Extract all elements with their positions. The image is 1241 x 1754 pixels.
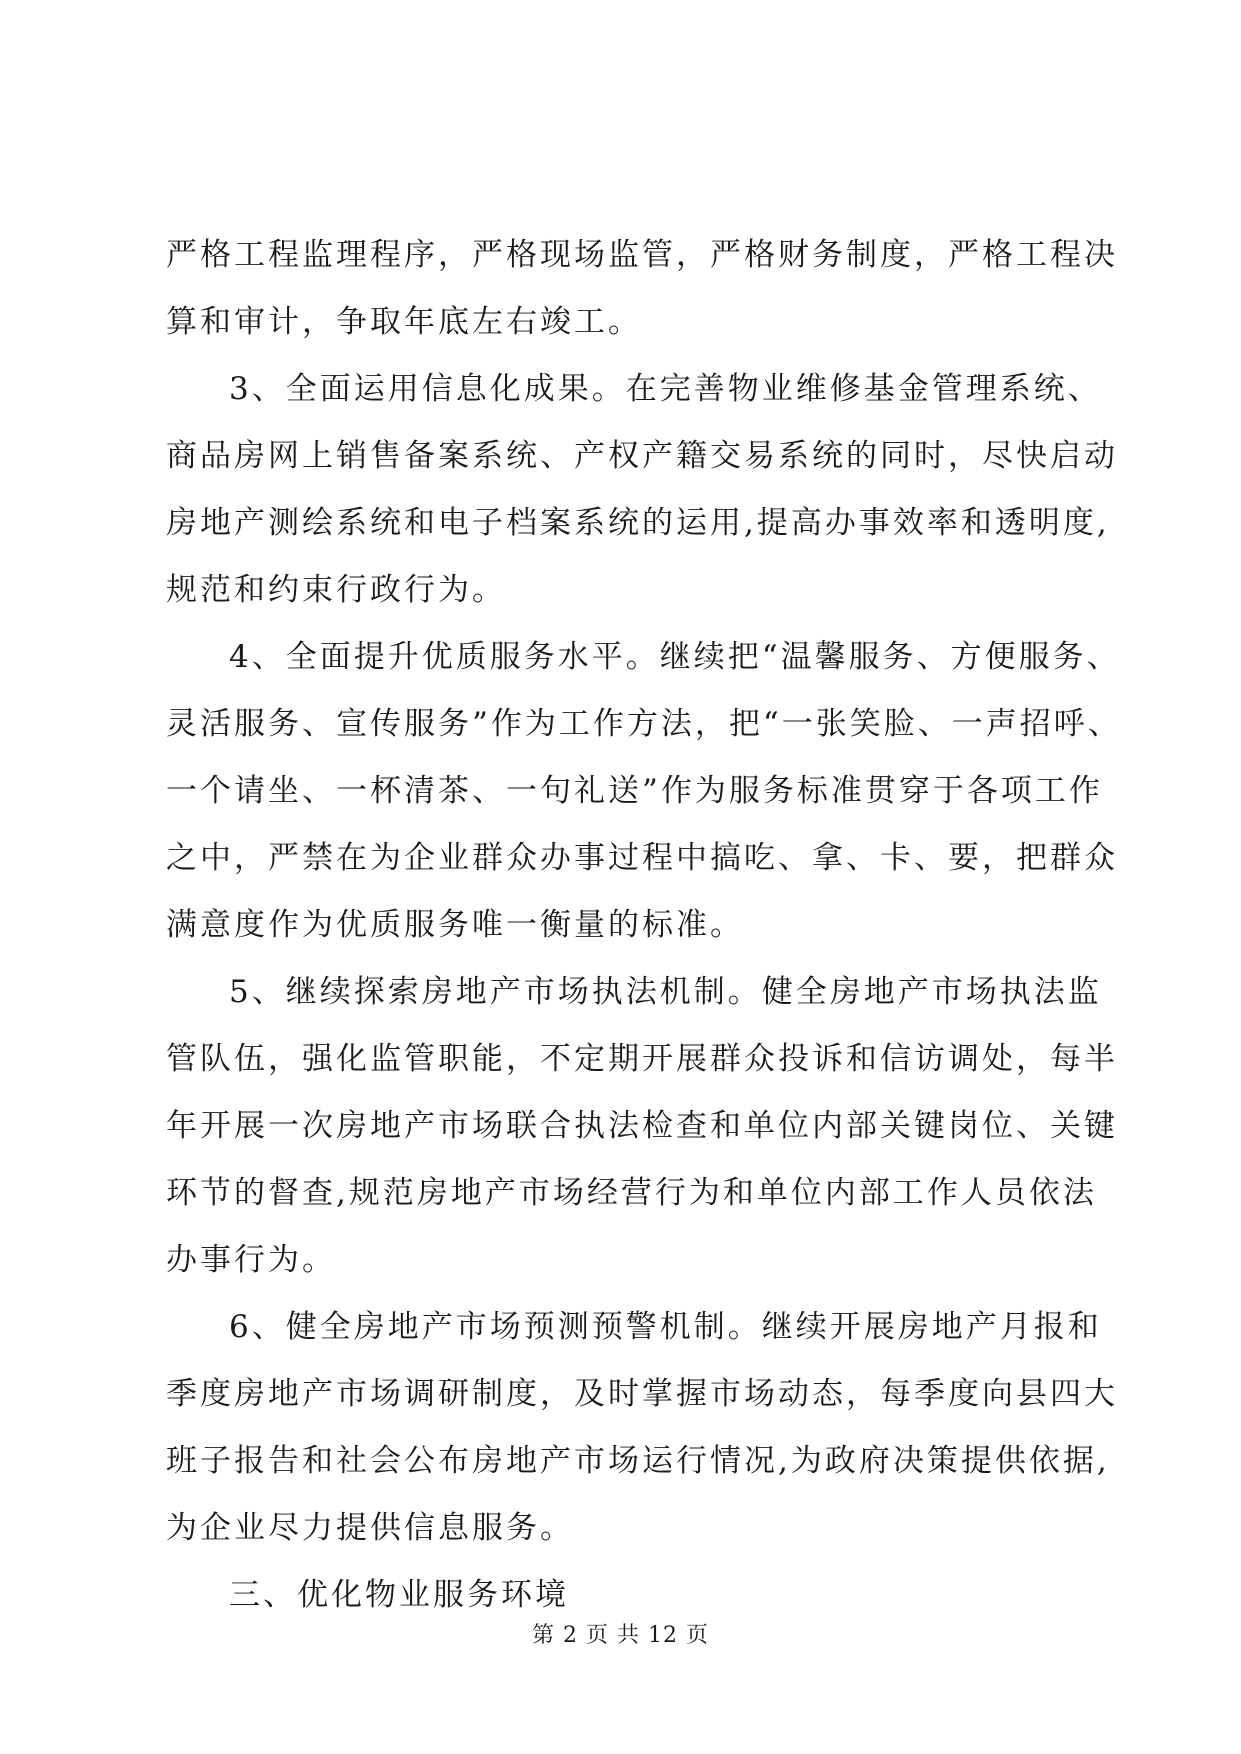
text-line: 办事行为。 (166, 1242, 336, 1278)
text-line: 严格工程监理程序，严格现场监管，严格财务制度，严格工程决 (166, 237, 1118, 273)
text-line: 年开展一次房地产市场联合执法检查和单位内部关键岗位、关键 (166, 1108, 1118, 1144)
text-line: 管队伍，强化监管职能，不定期开展群众投诉和信访调处，每半 (166, 1041, 1118, 1077)
text-line: 季度房地产市场调研制度，及时掌握市场动态，每季度向县四大 (166, 1376, 1118, 1412)
text-line: 算和审计，争取年底左右竣工。 (166, 304, 642, 340)
page-footer: 第 2 页 共 12 页 (532, 1623, 709, 1648)
text-line: 5、继续探索房地产市场执法机制。健全房地产市场执法监 (229, 974, 1102, 1010)
text-line: 3、全面运用信息化成果。在完善物业维修基金管理系统、 (229, 371, 1102, 407)
text-line: 环节的督查,规范房地产市场经营行为和单位内部工作人员依法 (166, 1175, 1097, 1211)
text-line: 房地产测绘系统和电子档案系统的运用,提高办事效率和透明度, (166, 505, 1110, 541)
text-line: 规范和约束行政行为。 (166, 572, 506, 608)
text-line: 商品房网上销售备案系统、产权产籍交易系统的同时，尽快启动 (166, 438, 1118, 474)
text-line: 灵活服务、宣传服务”作为工作方法，把“一张笑脸、一声招呼、 (166, 706, 1122, 742)
text-line: 4、全面提升优质服务水平。继续把“温馨服务、方便服务、 (229, 639, 1121, 675)
document-body (166, 222, 1122, 1629)
text-line: 班子报告和社会公布房地产市场运行情况,为政府决策提供依据, (166, 1443, 1110, 1479)
text-line: 三、优化物业服务环境 (229, 1577, 569, 1613)
text-line: 一个请坐、一杯清茶、一句礼送”作为服务标准贯穿于各项工作 (166, 773, 1103, 809)
text-line: 之中，严禁在为企业群众办事过程中搞吃、拿、卡、要，把群众 (166, 840, 1118, 876)
text-line: 6、健全房地产市场预测预警机制。继续开展房地产月报和 (229, 1309, 1102, 1345)
text-line: 为企业尽力提供信息服务。 (166, 1510, 574, 1546)
text-line: 满意度作为优质服务唯一衡量的标准。 (166, 907, 744, 943)
